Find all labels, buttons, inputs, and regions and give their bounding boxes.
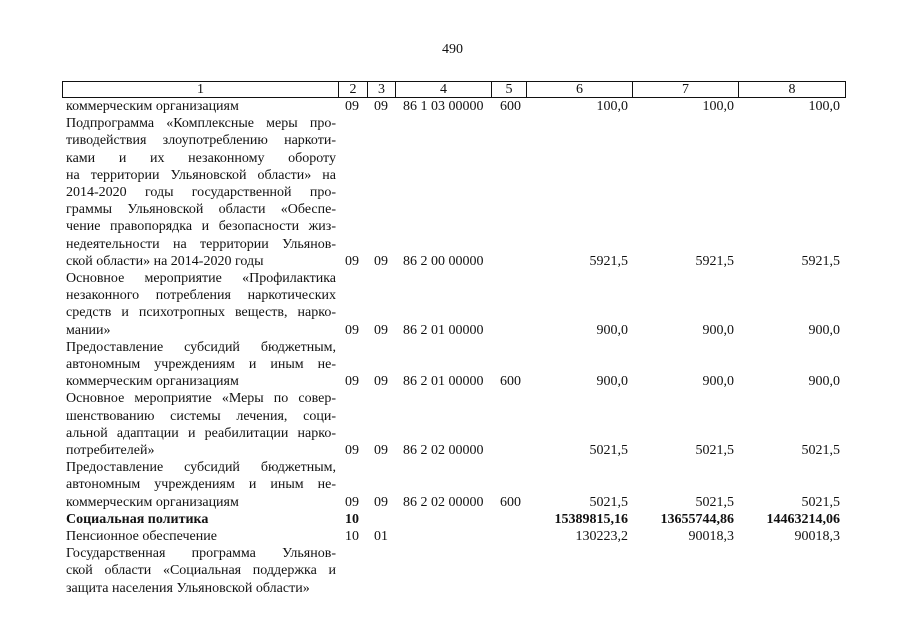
cell-col-8: 5021,5 xyxy=(801,494,840,510)
cell-col-5: 600 xyxy=(500,99,521,114)
cell-col-8: 100,0 xyxy=(808,99,840,114)
row-name xyxy=(66,390,336,459)
page-number: 490 xyxy=(442,42,463,57)
cell-col-5: 600 xyxy=(500,374,521,390)
cell-col-6: 5021,5 xyxy=(589,442,628,458)
cell-col-2: 09 xyxy=(345,99,359,114)
row-name-line: защита населения Ульяновской области» xyxy=(66,580,310,596)
cell-col-6: 5921,5 xyxy=(589,253,628,269)
cell-col-7: 5921,5 xyxy=(695,253,734,269)
cell-col-2: 09 xyxy=(345,253,359,269)
cell-col-4: 86 2 01 00000 xyxy=(403,322,484,338)
row-name-line: ской области» на 2014-2020 годы xyxy=(66,253,264,269)
row-name-line: чение правопорядка и безопасности жиз- xyxy=(66,219,336,235)
row-name-line: Социальная политика xyxy=(66,511,209,527)
cell-col-7: 13655744,86 xyxy=(660,511,734,527)
cell-col-3: 09 xyxy=(374,374,388,390)
row-name xyxy=(66,528,336,545)
cell-col-7: 5021,5 xyxy=(695,494,734,510)
row-name-line: граммы Ульяновской области «Обеспе- xyxy=(66,202,336,218)
header-col-2: 2 xyxy=(339,82,368,97)
cell-col-8: 90018,3 xyxy=(794,529,840,544)
cell-col-5: 600 xyxy=(500,494,521,510)
row-name-line: шенствованию системы лечения, соци- xyxy=(66,408,336,424)
cell-col-2: 09 xyxy=(345,322,359,338)
row-name xyxy=(66,339,336,391)
cell-col-6: 5021,5 xyxy=(589,494,628,510)
cell-col-8: 14463214,06 xyxy=(766,511,840,527)
row-name-line: коммерческим организациям xyxy=(66,494,239,510)
header-col-1: 1 xyxy=(63,82,339,97)
row-name-line: Пенсионное обеспечение xyxy=(66,529,217,544)
cell-col-2: 10 xyxy=(345,529,359,544)
row-name-line: недеятельности на территории Ульянов- xyxy=(66,236,336,252)
cell-col-4: 86 2 01 00000 xyxy=(403,374,484,390)
row-name-line: автономным учреждениям и иным не- xyxy=(66,477,336,493)
cell-col-3: 09 xyxy=(374,494,388,510)
row-name-line: Предоставление субсидий бюджетным, xyxy=(66,339,336,355)
cell-col-2: 09 xyxy=(345,442,359,458)
cell-col-2: 10 xyxy=(345,511,359,527)
cell-col-7: 90018,3 xyxy=(688,529,734,544)
cell-col-3: 09 xyxy=(374,99,388,114)
cell-col-6: 15389815,16 xyxy=(554,511,628,527)
cell-col-7: 900,0 xyxy=(702,374,734,390)
cell-col-2: 09 xyxy=(345,494,359,510)
cell-col-6: 100,0 xyxy=(596,99,628,114)
cell-col-3: 09 xyxy=(374,442,388,458)
row-name xyxy=(66,270,336,339)
cell-col-3: 09 xyxy=(374,322,388,338)
row-name-line: 2014-2020 годы государственной про- xyxy=(66,184,336,200)
cell-col-4: 86 1 03 00000 xyxy=(403,99,484,114)
row-name-line: Основное мероприятие «Меры по совер- xyxy=(66,391,336,407)
row-name-line: альной адаптации и реабилитации нарко- xyxy=(66,425,336,441)
header-col-4: 4 xyxy=(396,82,492,97)
cell-col-4: 86 2 00 00000 xyxy=(403,253,484,269)
cell-col-4: 86 2 02 00000 xyxy=(403,442,484,458)
cell-col-3: 09 xyxy=(374,253,388,269)
row-name-line: Предоставление субсидий бюджетным, xyxy=(66,460,336,476)
row-name xyxy=(66,511,336,528)
cell-col-6: 900,0 xyxy=(596,322,628,338)
row-name xyxy=(66,459,336,511)
cell-col-8: 900,0 xyxy=(808,322,840,338)
header-col-5: 5 xyxy=(492,82,527,97)
row-name-line: ками и их незаконному обороту xyxy=(66,150,336,166)
row-name-line: автономным учреждениям и иным не- xyxy=(66,356,336,372)
cell-col-2: 09 xyxy=(345,374,359,390)
cell-col-8: 5021,5 xyxy=(801,442,840,458)
row-name-line: незаконного потребления наркотических xyxy=(66,288,336,304)
header-col-8: 8 xyxy=(788,82,796,97)
cell-col-7: 100,0 xyxy=(702,99,734,114)
row-name-line: средств и психотропных веществ, нарко- xyxy=(66,305,336,321)
header-col-6: 6 xyxy=(527,82,633,97)
header-col-7: 7 xyxy=(633,82,739,97)
row-name-line: потребителей» xyxy=(66,442,155,458)
row-name-line: тиводействия злоупотреблению наркоти- xyxy=(66,133,336,149)
row-name-line: на территории Ульяновской области» на xyxy=(66,167,336,183)
row-name xyxy=(66,115,336,270)
cell-col-3: 01 xyxy=(374,529,388,544)
cell-col-4: 86 2 02 00000 xyxy=(403,494,484,510)
row-name-line: Государственная программа Ульянов- xyxy=(66,546,336,562)
cell-col-6: 130223,2 xyxy=(575,529,628,544)
row-name-line: мании» xyxy=(66,322,111,338)
row-name-line: ской области «Социальная поддержка и xyxy=(66,563,336,579)
row-name-line: Основное мероприятие «Профилактика xyxy=(66,271,336,286)
row-name-line: коммерческим организациям xyxy=(66,99,239,114)
header-col-3: 3 xyxy=(368,82,396,97)
row-name xyxy=(66,545,336,597)
row-name-line: Подпрограмма «Комплексные меры про- xyxy=(66,116,336,132)
cell-col-7: 5021,5 xyxy=(695,442,734,458)
cell-col-8: 900,0 xyxy=(808,374,840,390)
cell-col-6: 900,0 xyxy=(596,374,628,390)
row-name-line: коммерческим организациям xyxy=(66,374,239,390)
cell-col-8: 5921,5 xyxy=(801,253,840,269)
row-name xyxy=(66,98,336,115)
cell-col-7: 900,0 xyxy=(702,322,734,338)
table-header xyxy=(62,81,846,98)
